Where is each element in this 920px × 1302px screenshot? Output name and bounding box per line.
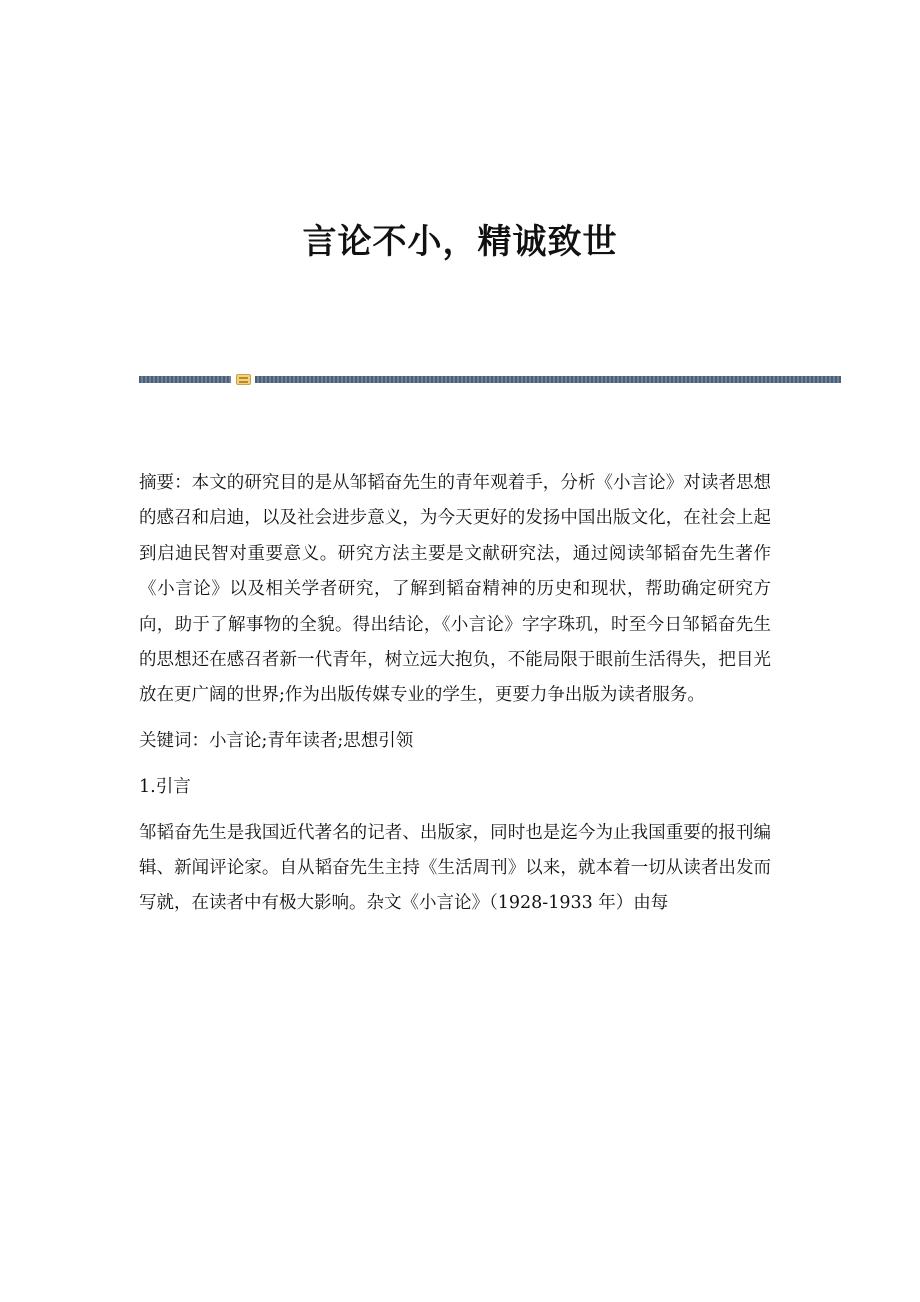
document-title: 言论不小，精诚致世 bbox=[302, 222, 618, 262]
document-body bbox=[139, 466, 771, 922]
divider-bar-right bbox=[255, 376, 841, 383]
keywords-line: 关键词：小言论;青年读者;思想引领 bbox=[139, 730, 414, 751]
abstract-paragraph: 摘要：本文的研究目的是从邹韬奋先生的青年观着手，分析《小言论》对读者思想的感召和启迪，以及社会进步意义，为今天更好的发扬中国出版文化，在社会上起到启迪民智对重要意义。研究方法主要是文献研究法，通过阅读邹韬奋先生著作《小言论》以及相关学者研究，了解到韬奋精神的历史和现状，帮助确定研究方向，助于了解事物的全貌。得出结论，《小言论》字字珠玑，时至今日邹韬奋先生的思想还在感召者新一代青年，树立远大抱负，不能局限于眼前生活得失，把目光放在更广阔的世界;作为出版传媒专业的学生，更要力争出版为读者服务。 bbox=[139, 473, 771, 706]
section-heading: 1.引言 bbox=[139, 777, 191, 798]
intro-paragraph: 邹韬奋先生是我国近代著名的记者、出版家，同时也是迄今为止我国重要的报刊编辑、新闻评论家。自从韬奋先生主持《生活周刊》以来，就本着一切从读者出发而写就，在读者中有极大影响。杂文《小言论》（1928-1933 年）由每 bbox=[139, 822, 771, 914]
book-emblem-icon bbox=[236, 374, 251, 385]
divider-bar-left bbox=[139, 376, 231, 383]
title-divider bbox=[139, 374, 841, 384]
